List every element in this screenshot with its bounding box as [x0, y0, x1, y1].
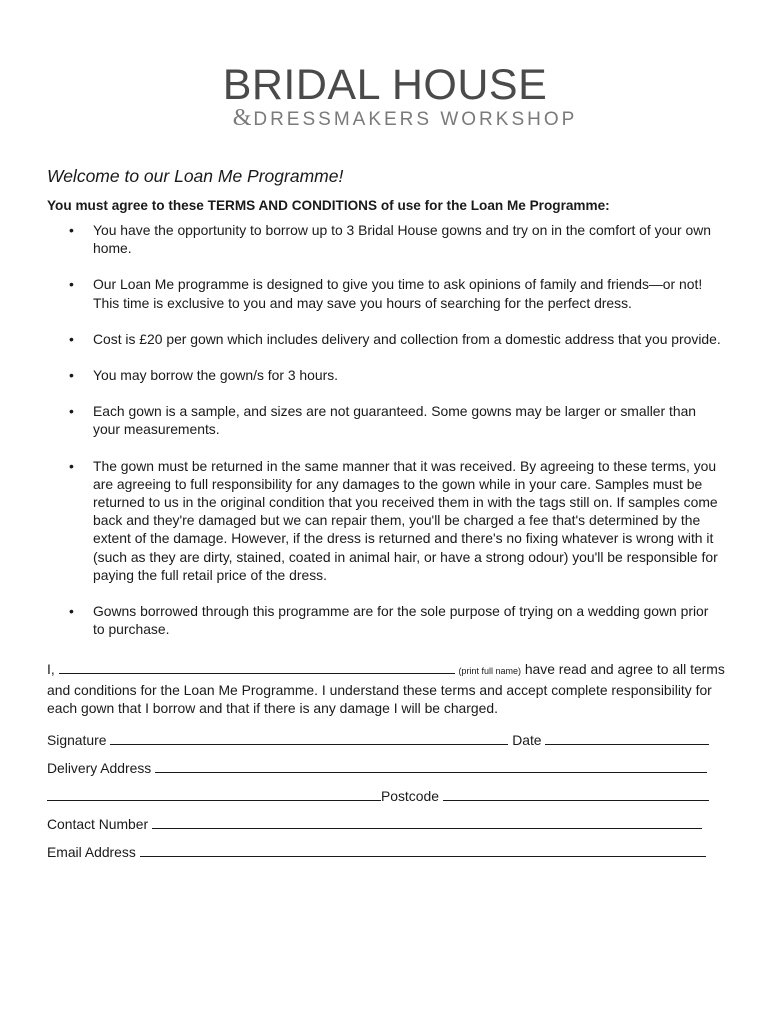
welcome-heading: Welcome to our Loan Me Programme!	[47, 166, 344, 186]
logo-title: BRIDAL HOUSE	[222, 61, 548, 109]
bullet-icon: •	[69, 367, 74, 384]
bullet-icon: •	[69, 222, 74, 238]
bullet-icon: •	[69, 403, 74, 420]
bullet-icon: •	[69, 330, 74, 347]
logo-ampersand: &	[232, 105, 252, 131]
date-label: Date	[512, 732, 542, 749]
bridal-house-logo	[0, 62, 770, 132]
agreement-prefix: I,	[47, 661, 55, 678]
term-item	[47, 602, 723, 638]
print-name-hint: (print full name)	[458, 666, 521, 677]
term-text: Gowns borrowed through this programme are for the sole purpose of trying on a wedding gown prior to purchase.	[93, 603, 709, 638]
bullet-icon: •	[69, 276, 74, 293]
postcode-label: Postcode	[381, 788, 439, 805]
full-name-field[interactable]	[59, 660, 455, 674]
logo-subtitle	[0, 106, 770, 132]
document-body	[47, 165, 727, 861]
address-line-2-field[interactable]	[47, 787, 381, 801]
date-field[interactable]	[545, 731, 709, 745]
delivery-address-field[interactable]	[155, 759, 707, 773]
email-address-field[interactable]	[140, 843, 706, 857]
bullet-icon: •	[69, 603, 74, 620]
signature-row	[47, 731, 727, 749]
term-text: You have the opportunity to borrow up to 3 Bridal House gowns and try on in the comfort of your own home.	[93, 222, 711, 257]
signature-label: Signature	[47, 732, 107, 749]
agreement-text: have read and agree to all terms and conditions for the Loan Me Programme. I understand these terms and accept complete responsibility for each gown that I borrow and that if there is any damage I will be charged.	[47, 661, 725, 716]
term-item	[47, 275, 723, 311]
terms-list	[47, 221, 727, 638]
contact-number-label: Contact Number	[47, 816, 149, 833]
delivery-address-row	[47, 759, 727, 777]
term-item	[47, 402, 723, 438]
agreement-statement	[47, 660, 727, 717]
term-item	[47, 457, 723, 584]
term-item	[47, 330, 723, 348]
signature-field[interactable]	[110, 731, 508, 745]
contact-number-row	[47, 815, 727, 833]
term-item	[47, 221, 723, 257]
term-item	[47, 366, 723, 384]
term-text: The gown must be returned in the same manner that it was received. By agreeing to these terms, you are agreeing to full responsibility for any damages to the gown while in your care. Samples must be returned to us in the original condition that you received them in with the tags still on. If samples come back and they're damaged but we can repair them, you'll be charged a fee that's determined by the extent of the damage. However, if the dress is returned and there's no fixing whatever is wrong with it (such as they are dirty, stained, coated in animal hair, or have a strong odour) you'll be responsible for paying the full retail price of the dress.	[93, 457, 718, 583]
term-text: Our Loan Me programme is designed to give you time to ask opinions of family and friends—or not! This time is exclusive to you and may save you hours of searching for the perfect dress.	[93, 276, 703, 311]
terms-heading: You must agree to these TERMS AND CONDITIONS of use for the Loan Me Programme:	[47, 198, 610, 213]
delivery-address-label: Delivery Address	[47, 760, 152, 777]
postcode-row	[47, 787, 727, 805]
term-text: Each gown is a sample, and sizes are not guaranteed. Some gowns may be larger or smaller than your measurements.	[93, 403, 697, 438]
term-text: Cost is £20 per gown which includes delivery and collection from a domestic address that you provide.	[93, 330, 721, 347]
logo-subtitle-text: DRESSMAKERS WORKSHOP	[253, 109, 578, 130]
bullet-icon: •	[69, 457, 74, 474]
email-address-row	[47, 843, 727, 861]
postcode-field[interactable]	[443, 787, 709, 801]
term-text: You may borrow the gown/s for 3 hours.	[93, 367, 339, 384]
email-address-label: Email Address	[47, 844, 136, 861]
contact-number-field[interactable]	[152, 815, 702, 829]
